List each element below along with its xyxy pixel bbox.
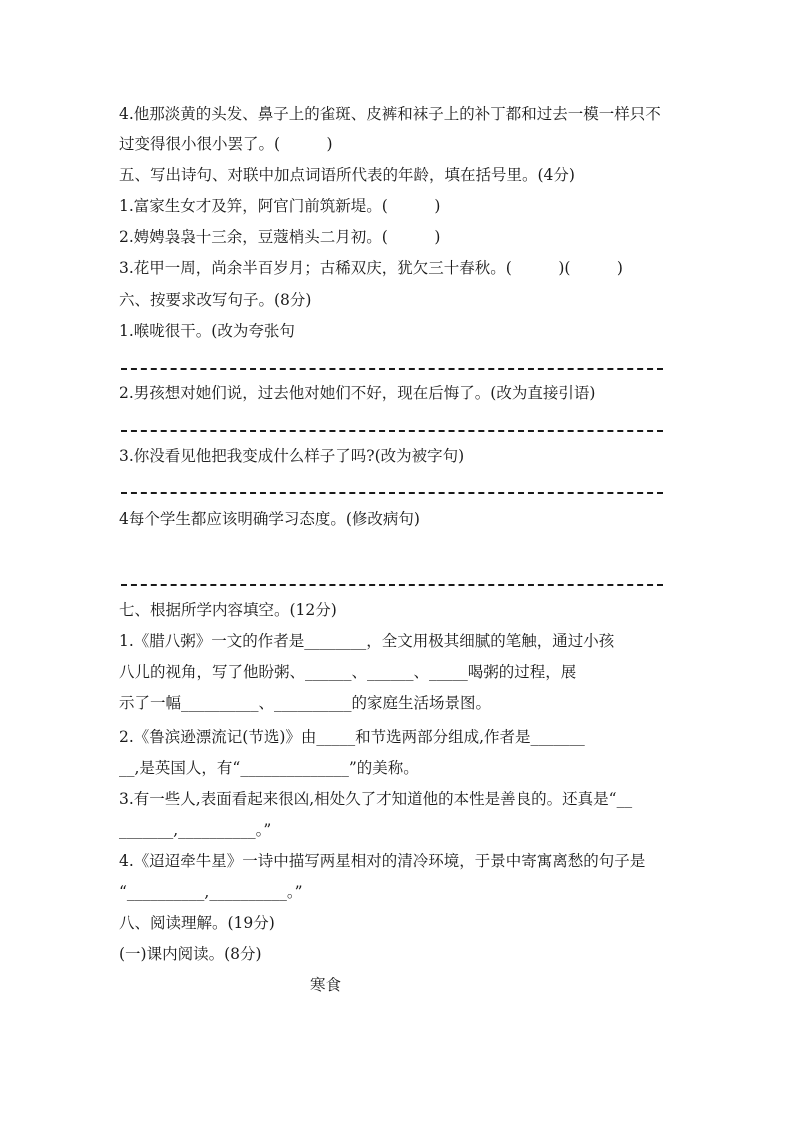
section7-line-7: _______,__________。” [119, 821, 272, 839]
section7-line-1: 1.《腊八粥》一文的作者是________，全文用极其细腻的笔触，通过小孩 [119, 632, 615, 650]
q4-line-2: 过变得很小很小罢了。( ) [119, 135, 333, 153]
section6-item-3: 3.你没看见他把我变成什么样子了吗?(改为被字句) [119, 447, 465, 465]
section5-item-2: 2.娉娉袅袅十三余，豆蔻梢头二月初。( ) [119, 228, 441, 246]
section6-item-2: 2.男孩想对她们说，过去他对她们不好，现在后悔了。(改为直接引语) [119, 384, 596, 402]
section6-item-1: 1.喉咙很干。(改为夸张句 [119, 322, 295, 340]
section6-heading: 六、按要求改写句子。(8分) [119, 291, 312, 309]
answer-line-4[interactable] [121, 584, 663, 586]
answer-line-3[interactable] [121, 492, 663, 494]
answer-line-2[interactable] [121, 430, 663, 432]
section5-item-3: 3.花甲一周，尚余半百岁月；古稀双庆，犹欠三十春秋。( )( ) [119, 259, 623, 277]
section8-heading: 八、阅读理解。(19分) [119, 914, 275, 932]
section7-line-9: “__________,__________。” [119, 883, 303, 901]
poem-title: 寒食 [310, 976, 342, 994]
section7-line-5: __,是英国人，有“______________”的美称。 [119, 759, 419, 777]
section7-line-6: 3.有一些人,表面看起来很凶,相处久了才知道他的本性是善良的。还真是“__ [119, 790, 633, 808]
section7-line-4: 2.《鲁滨逊漂流记(节选)》由_____和节选两部分组成,作者是_______ [119, 728, 585, 746]
section5-heading: 五、写出诗句、对联中加点词语所代表的年龄，填在括号里。(4分) [119, 166, 575, 184]
section7-line-2: 八儿的视角，写了他盼粥、______、______、_____喝粥的过程，展 [119, 663, 577, 681]
section7-line-8: 4.《迢迢牵牛星》一诗中描写两星相对的清冷环境，于景中寄寓离愁的句子是 [119, 852, 646, 870]
q4-line-1: 4.他那淡黄的头发、鼻子上的雀斑、皮裤和袜子上的补丁都和过去一模一样只不 [119, 105, 661, 123]
section7-heading: 七、根据所学内容填空。(12分) [119, 601, 337, 619]
section8-subheading: (一)课内阅读。(8分) [119, 945, 262, 963]
section5-item-1: 1.富家生女才及笄，阿官门前筑新堤。( ) [119, 197, 441, 215]
section6-item-4: 4每个学生都应该明确学习态度。(修改病句) [119, 510, 420, 528]
answer-line-1[interactable] [121, 368, 663, 370]
section7-line-3: 示了一幅__________、__________的家庭生活场景图。 [119, 694, 492, 712]
